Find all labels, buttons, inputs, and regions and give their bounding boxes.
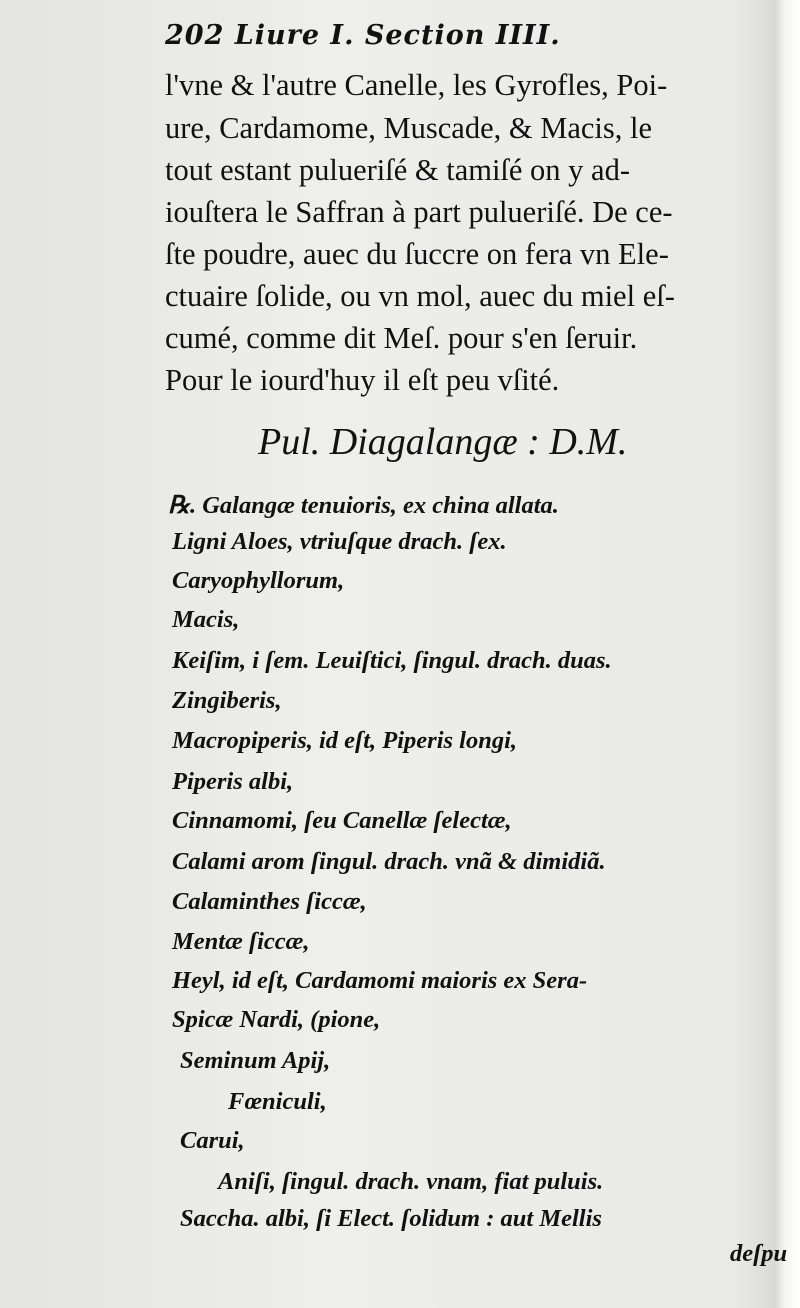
- recipe-line: Aniſi, ſingul. drach. vnam, fiat puluis.: [218, 1168, 604, 1195]
- recipe-line: Seminum Apij,: [180, 1047, 331, 1074]
- prose-line: l'vne & l'autre Canelle, les Gyrofles, Poi-: [165, 68, 668, 102]
- recipe-line: Mentæ ſiccæ,: [172, 928, 310, 955]
- recipe-line: Cinnamomi, ſeu Canellæ ſelectæ,: [172, 807, 512, 834]
- recipe-title: Pul. Diagalangæ : D.M.: [258, 421, 628, 463]
- recipe-line: Saccha. albi, ſi Elect. ſolidum : aut Mellis: [180, 1205, 602, 1232]
- running-head: 202 Liure I. Section IIII.: [165, 20, 561, 51]
- prose-line: cumé, comme dit Meſ. pour s'en ſeruir.: [165, 321, 638, 355]
- recipe-line: Calami arom ſingul. drach. vnã & dimidiã.: [172, 848, 606, 875]
- catchword: deſpu: [730, 1240, 788, 1267]
- prose-line: ſte poudre, auec du ſuccre on fera vn Ele-: [165, 237, 669, 271]
- recipe-line: Keiſim, i ſem. Leuiſtici, ſingul. drach. duas.: [172, 647, 612, 674]
- recipe-line: Piperis albi,: [172, 768, 294, 795]
- prose-line: tout estant pulueriſé & tamiſé on y ad-: [165, 153, 631, 187]
- recipe-line: Fœniculi,: [228, 1088, 327, 1115]
- recipe-line: Heyl, id eſt, Cardamomi maioris ex Sera-: [172, 967, 588, 994]
- prose-line: Pour le iourd'huy il eſt peu vſité.: [165, 363, 560, 397]
- prose-line: iouſtera le Saffran à part pulueriſé. De ce-: [165, 195, 673, 229]
- recipe-line: Caryophyllorum,: [172, 567, 345, 594]
- recipe-line: Zingiberis,: [172, 687, 282, 714]
- recipe-line: Macis,: [172, 606, 240, 633]
- recipe-line: Carui,: [180, 1127, 245, 1154]
- recipe-line: Calaminthes ſiccæ,: [172, 888, 367, 915]
- page-gutter: [774, 0, 800, 1308]
- prose-line: ure, Cardamome, Muscade, & Macis, le: [165, 111, 653, 145]
- recipe-line: ℞. Galangæ tenuioris, ex china allata.: [168, 492, 559, 519]
- recipe-line: Macropiperis, id eſt, Piperis longi,: [172, 727, 518, 754]
- prose-line: ctuaire ſolide, ou vn mol, auec du miel eſ-: [165, 279, 675, 313]
- recipe-line: Ligni Aloes, vtriuſque drach. ſex.: [172, 528, 507, 555]
- recipe-line: Spicæ Nardi, (pione,: [172, 1006, 381, 1033]
